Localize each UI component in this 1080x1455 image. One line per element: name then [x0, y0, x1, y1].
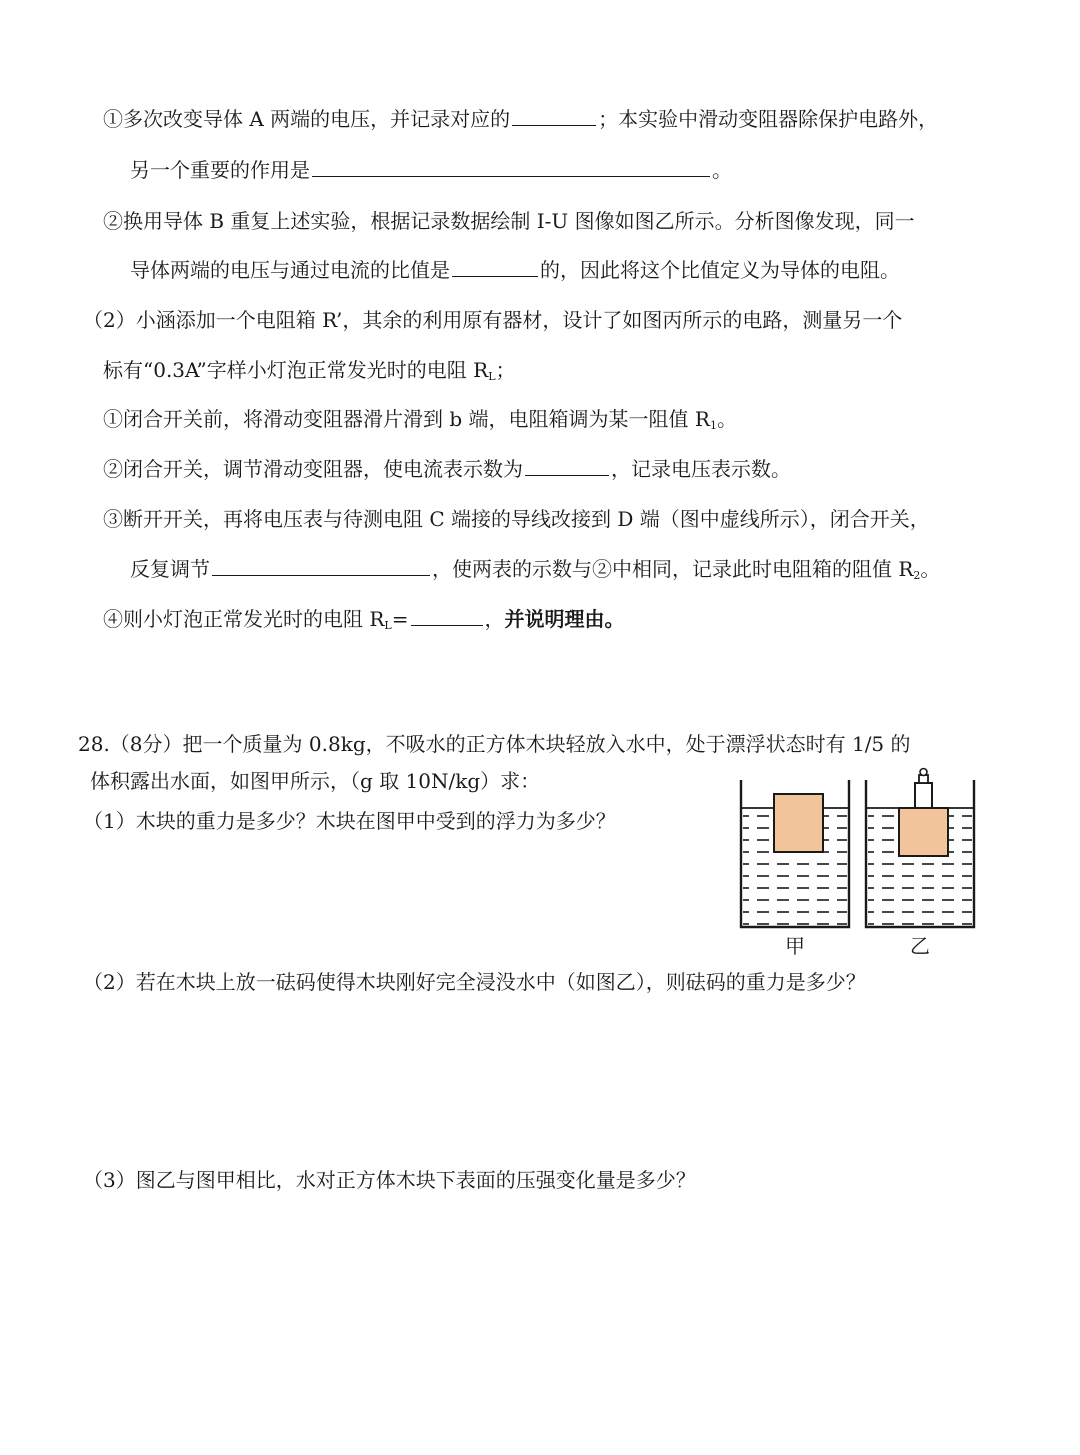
q27-part2-text-cont: 标有“0.3A”字样小灯泡正常发光时的电阻 R [103, 358, 489, 382]
q28-part-1 [83, 807, 616, 835]
wooden-block-submerged [899, 808, 948, 856]
q27-part2-step2-cont: ，记录电压表示数。 [611, 457, 791, 481]
q27-line-3 [103, 207, 915, 235]
q27-line-7 [103, 405, 737, 433]
subscript: 2 [913, 569, 921, 582]
q27-part2-step3-cont: 反复调节 [130, 557, 210, 581]
answer-blank[interactable] [525, 455, 609, 476]
q27-step1-role-text: 另一个重要的作用是 [130, 158, 310, 182]
q27-line-2 [130, 156, 732, 184]
q28-part-3 [83, 1166, 696, 1194]
q28-stem: 28.（8分）把一个质量为 0.8kg，不吸水的正方体木块轻放入水中，处于漂浮状态时有 1/5 的 [78, 732, 911, 756]
q27-line-10 [130, 555, 940, 583]
q27-part2-step3: ③断开开关，再将电压表与待测电阻 C 端接的导线改接到 D 端（图中虚线所示），闭合开关， [103, 507, 930, 531]
subscript: 1 [709, 419, 717, 432]
figure-yi [860, 762, 980, 932]
subscript: L [488, 370, 496, 383]
answer-blank[interactable] [411, 605, 483, 626]
q27-step1-text-cont: ；本实验中滑动变阻器除保护电路外， [598, 107, 939, 131]
q27-part2-text: （2）小涵添加一个电阻箱 R’，其余的利用原有器材，设计了如图丙所示的电路，测量另一个 [83, 308, 903, 332]
q28-stem-cont: 体积露出水面，如图甲所示，（g 取 10N/kg）求： [90, 769, 541, 793]
q27-step1-text: ①多次改变导体 A 两端的电压，并记录对应的 [103, 107, 511, 131]
answer-blank[interactable] [212, 555, 430, 576]
q27-period: 。 [712, 158, 732, 182]
q27-line-11 [103, 605, 625, 633]
q27-line-5 [83, 306, 902, 334]
q28-line-1 [78, 730, 911, 758]
q28-part2-text: （2）若在木块上放一砝码使得木块刚好完全浸没水中（如图乙），则砝码的重力是多少？ [83, 970, 866, 994]
answer-blank[interactable] [452, 256, 538, 277]
q27-line-6 [103, 356, 516, 384]
answer-blank[interactable] [312, 156, 710, 177]
q27-comma: ， [484, 607, 505, 631]
q28-part-2 [83, 968, 866, 996]
q28-part3-text: （3）图乙与图甲相比，水对正方体木块下表面的压强变化量是多少？ [83, 1168, 696, 1192]
q27-step2-text: ②换用导体 B 重复上述实验，根据记录数据绘制 I-U 图像如图乙所示。分析图像发现，同一 [103, 209, 915, 233]
q27-part2-step4: ④则小灯泡正常发光时的电阻 R [103, 607, 385, 631]
weight-icon [915, 769, 932, 809]
q27-period: 。 [920, 557, 941, 581]
q27-equals: = [391, 607, 409, 631]
q27-part2-step2: ②闭合开关，调节滑动变阻器，使电流表示数为 [103, 457, 523, 481]
q27-step2-text-cont: 导体两端的电压与通过电流的比值是 [130, 258, 450, 282]
q27-line-9 [103, 505, 930, 533]
q27-step2-conclusion: 的，因此将这个比值定义为导体的电阻。 [540, 258, 900, 282]
q27-semicolon: ； [495, 358, 516, 382]
q28-line-2 [90, 767, 540, 795]
figure-label-yi: 乙 [910, 934, 930, 958]
subscript: L [384, 619, 392, 632]
wooden-block [774, 794, 823, 852]
q28-part1-text: （1）木块的重力是多少？木块在图甲中受到的浮力为多少？ [83, 809, 616, 833]
q27-part2-step3-end: ，使两表的示数与②中相同，记录此时电阻箱的阻值 R [432, 557, 914, 581]
q27-part2-step1: ①闭合开关前，将滑动变阻器滑片滑到 b 端，电阻箱调为某一阻值 R [103, 407, 710, 431]
q27-line-4 [130, 256, 900, 284]
q27-line-8 [103, 455, 791, 483]
figure-label-jia: 甲 [785, 934, 805, 958]
q27-line-1 [103, 105, 938, 133]
q27-period: 。 [716, 407, 737, 431]
answer-blank[interactable] [512, 105, 596, 126]
figure-jia [735, 762, 855, 932]
q27-explain-prompt: 并说明理由。 [504, 607, 625, 631]
